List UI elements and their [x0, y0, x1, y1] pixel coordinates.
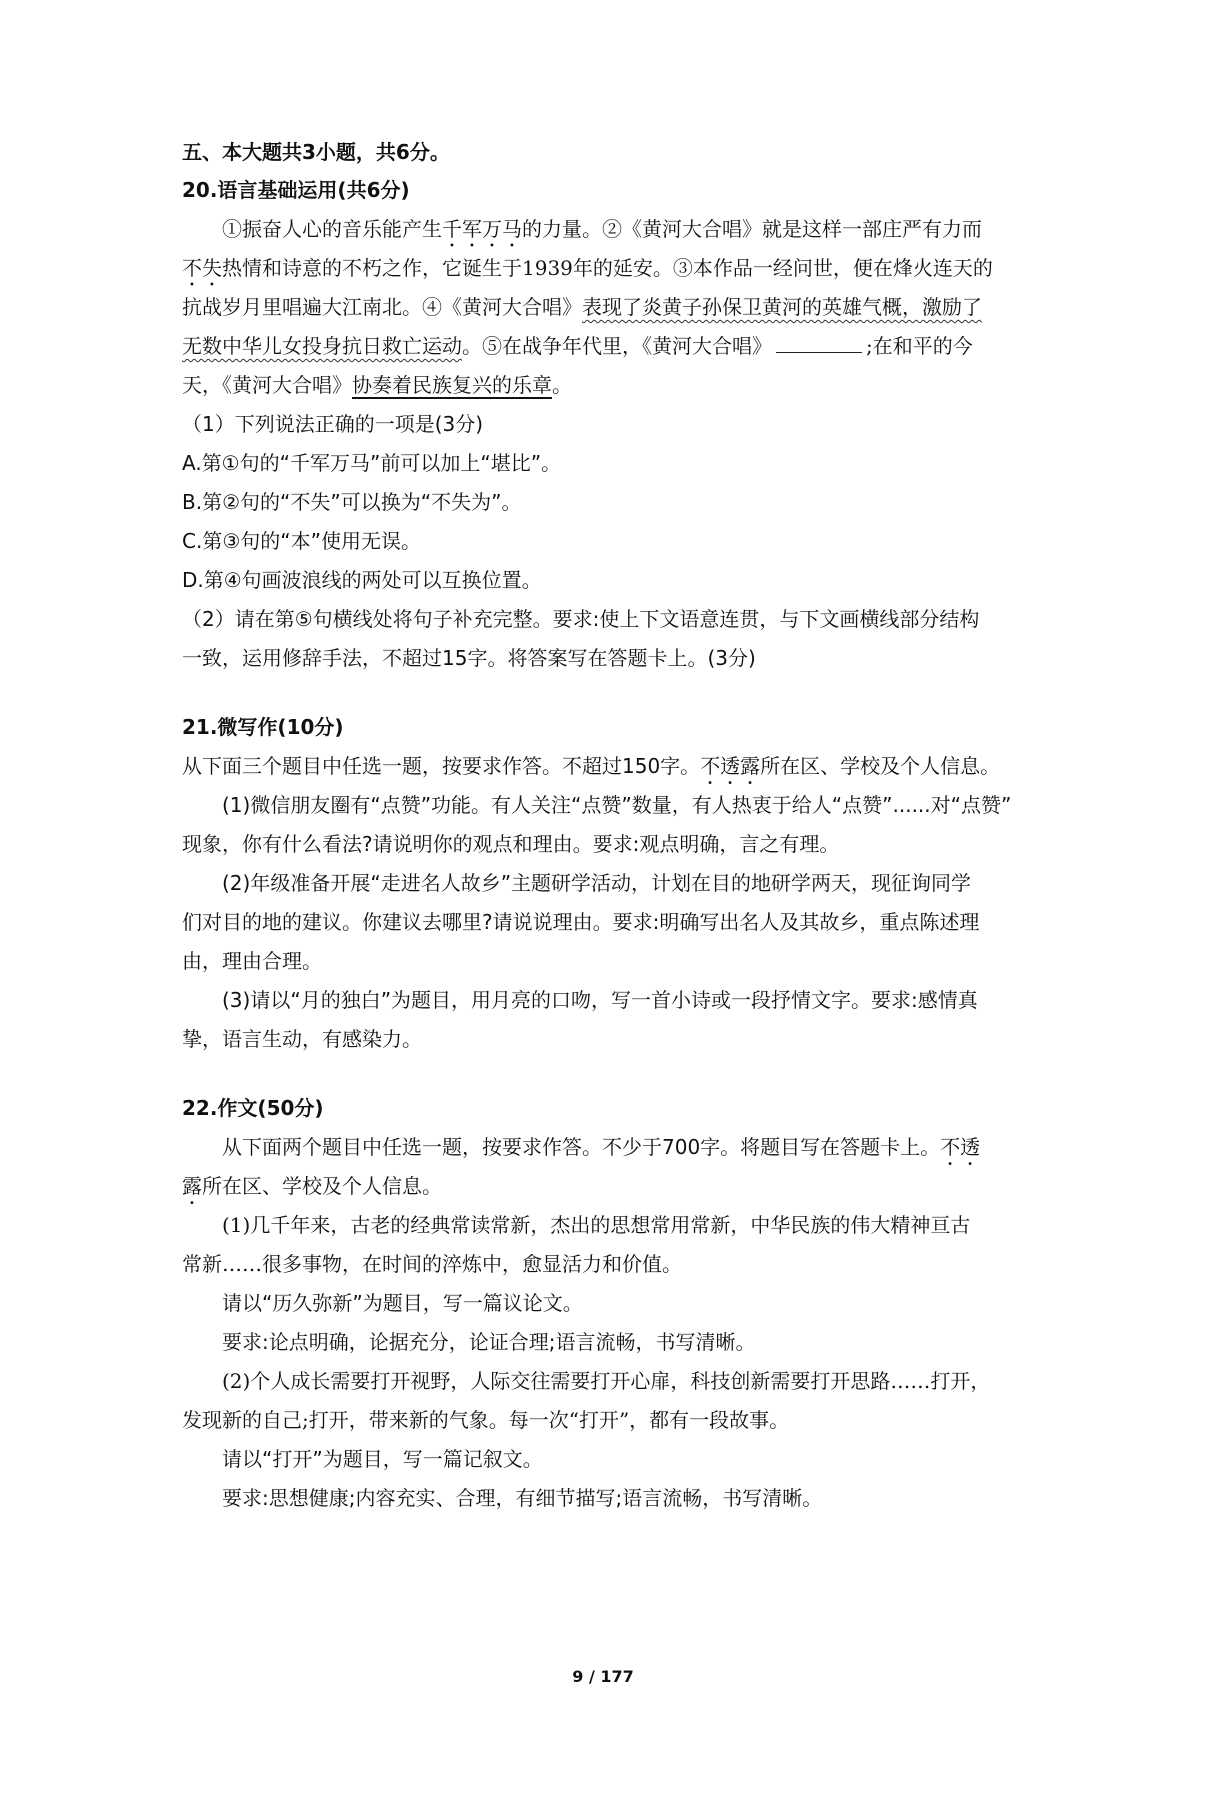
- text-run: 的力量。②《黄河大合唱》就是这样一部庄严有力而: [522, 217, 982, 241]
- q21-topic2-line-3: 由，理由合理。: [182, 949, 322, 973]
- underlined-text: 协奏着民族复兴的乐章: [352, 373, 552, 397]
- q20-sub1-question: （1）下列说法正确的一项是(3分): [182, 412, 484, 436]
- emphasis-dots-text: 不透: [940, 1135, 981, 1159]
- emphasis-dots-text: 露: [182, 1174, 202, 1198]
- q22-topic2-line-2: 发现新的自己;打开，带来新的气象。每一次“打开”，都有一段故事。: [182, 1408, 790, 1432]
- text-run: 。⑤在战争年代里，《黄河大合唱》: [462, 334, 772, 358]
- option-b: B.第②句的“不失”可以换为“不失为”。: [182, 490, 522, 514]
- text-run: 。: [552, 373, 572, 397]
- q22-topic1-line-2: 常新……很多事物，在时间的淬炼中，愈显活力和价值。: [182, 1252, 682, 1276]
- q21-topic1-line-2: 现象，你有什么看法?请说明你的观点和理由。要求:观点明确，言之有理。: [182, 832, 840, 856]
- text-run: ;在和平的今: [866, 334, 973, 358]
- q20-paragraph-line-3: [182, 293, 1042, 321]
- q22-topic1-line-1: (1)几千年来，古老的经典常读常新，杰出的思想常用常新，中华民族的伟大精神亘古: [222, 1213, 971, 1237]
- q21-topic3-line-1: (3)请以“月的独白”为题目，用月亮的口吻，写一首小诗或一段抒情文字。要求:感情真: [222, 988, 978, 1012]
- q22-topic1-line-3: 请以“历久弥新”为题目，写一篇议论文。: [222, 1291, 583, 1315]
- q21-topic2-line-2: 们对目的地的建议。你建议去哪里?请说说理由。要求:明确写出名人及其故乡，重点陈述理: [182, 910, 980, 934]
- text-run: 所在区、学校及个人信息。: [202, 1174, 442, 1198]
- q22-title: 22.作文(50分): [182, 1096, 324, 1120]
- q21-intro: [182, 752, 1042, 789]
- emphasis-dots-text: 不透露: [700, 754, 761, 778]
- q22-topic2-line-1: (2)个人成长需要打开视野，人际交往需要打开心扉，科技创新需要打开思路……打开，: [222, 1369, 991, 1393]
- text-run: ①振奋人心的音乐能产生: [222, 217, 442, 241]
- q20-sub2-line-2: 一致，运用修辞手法，不超过15字。将答案写在答题卡上。(3分): [182, 646, 756, 670]
- q22-intro-line-1: [222, 1133, 1082, 1170]
- q22-topic2-line-3: 请以“打开”为题目，写一篇记叙文。: [222, 1447, 543, 1471]
- wavy-underlined-text: 表现了炎黄子孙保卫黄河的英雄气概，激励了: [582, 295, 982, 319]
- q21-topic1-line-1: (1)微信朋友圈有“点赞”功能。有人关注“点赞”数量，有人热衷于给人“点赞”......对“点赞”: [222, 793, 1012, 817]
- emphasis-dots-text: 千军万马: [442, 217, 522, 241]
- answer-blank: [776, 334, 862, 353]
- text-run: 从下面两个题目中任选一题，按要求作答。不少于700字。将题目写在答题卡上。: [222, 1135, 941, 1159]
- q20-paragraph-line-1: [222, 215, 1082, 252]
- text-run: 抗战岁月里唱遍大江南北。④《黄河大合唱》: [182, 295, 582, 319]
- q21-title: 21.微写作(10分): [182, 715, 344, 739]
- option-c: C.第③句的“本”使用无误。: [182, 529, 421, 553]
- q22-topic1-line-4: 要求:论点明确，论据充分，论证合理;语言流畅，书写清晰。: [222, 1330, 756, 1354]
- q20-paragraph-line-2: [182, 254, 1042, 291]
- q20-sub2-line-1: （2）请在第⑤句横线处将句子补充完整。要求:使上下文语意连贯，与下文画横线部分结构: [182, 607, 980, 631]
- q22-topic2-line-4: 要求:思想健康;内容充实、合理，有细节描写;语言流畅，书写清晰。: [222, 1486, 823, 1510]
- text-run: 从下面三个题目中任选一题，按要求作答。不超过150字。: [182, 754, 701, 778]
- q20-paragraph-line-4: [182, 332, 1042, 360]
- text-run: 热情和诗意的不朽之作，它诞生于1939年的延安。③本作品一经问世，便在烽火连天的: [222, 256, 993, 280]
- q22-intro-line-2: [182, 1172, 1042, 1209]
- q20-title: 20.语言基础运用(共6分): [182, 178, 410, 202]
- text-run: 所在区、学校及个人信息。: [760, 754, 1001, 778]
- option-d: D.第④句画波浪线的两处可以互换位置。: [182, 568, 542, 592]
- text-run: 天，《黄河大合唱》: [182, 373, 352, 397]
- emphasis-dots-text: 不失: [182, 256, 222, 280]
- q20-paragraph-line-5: [182, 371, 1042, 399]
- option-a: A.第①句的“千军万马”前可以加上“堪比”。: [182, 451, 562, 475]
- q21-topic3-line-2: 挚，语言生动，有感染力。: [182, 1027, 422, 1051]
- wavy-underlined-text: 无数中华儿女投身抗日救亡运动: [182, 334, 462, 358]
- q21-topic2-line-1: (2)年级准备开展“走进名人故乡”主题研学活动，计划在目的地研学两天，现征询同学: [222, 871, 972, 895]
- page-number: 9 / 177: [572, 1667, 634, 1686]
- section-heading: 五、本大题共3小题，共6分。: [182, 140, 450, 164]
